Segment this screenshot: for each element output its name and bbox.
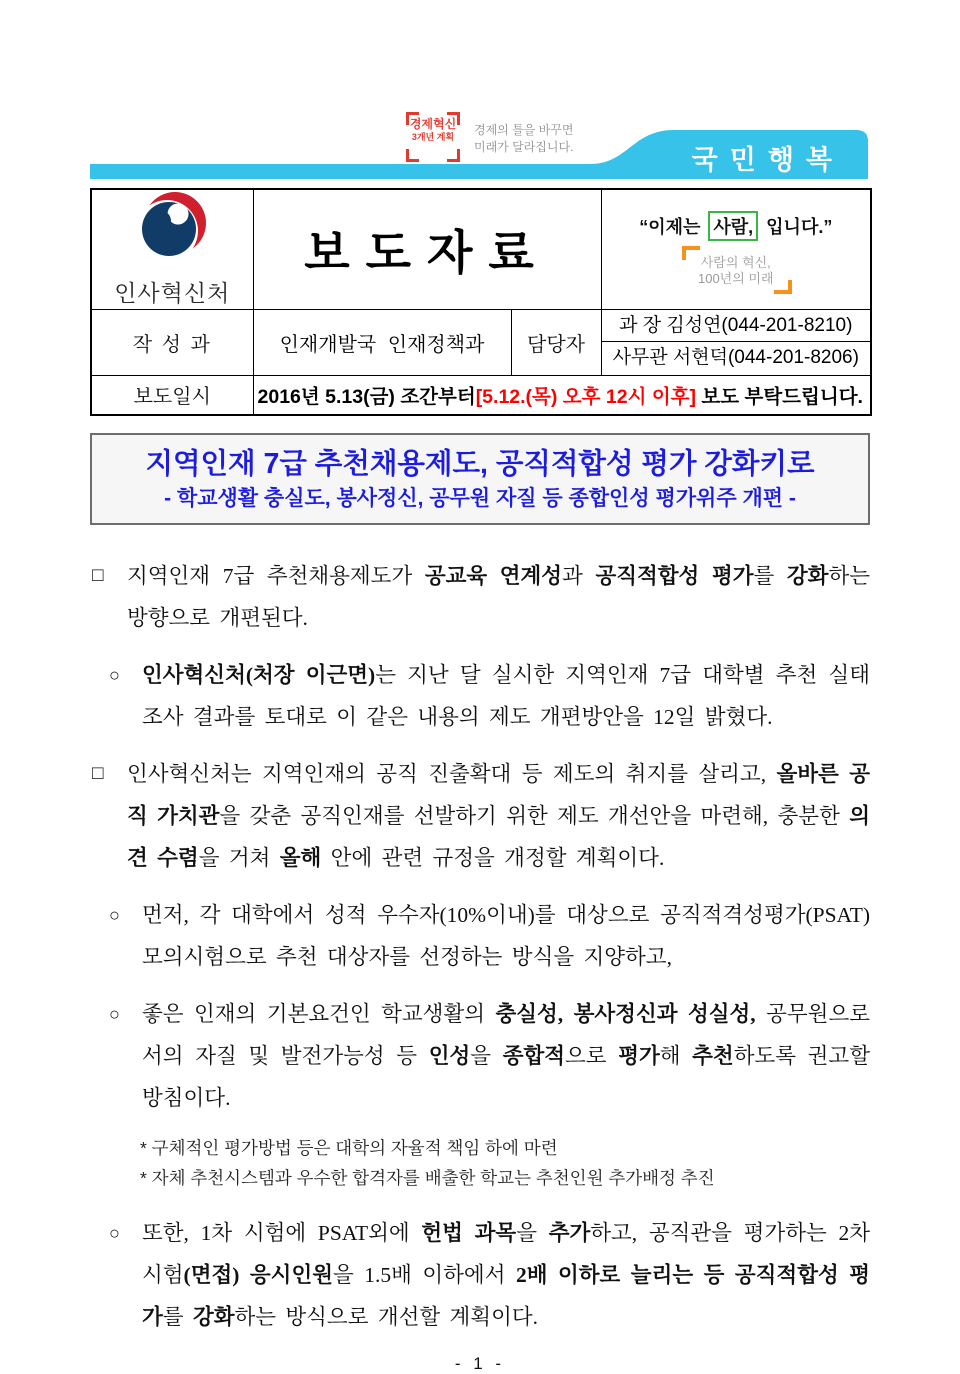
orange-bracket-icon — [774, 280, 792, 294]
body-paragraph: ○ 먼저, 각 대학에서 성적 우수자(10%이내)를 대상으로 공직적격성평가(PSAT) 모의시험으로 추천 대상자를 선정하는 방식을 지양하고, — [106, 894, 870, 978]
paragraph-bullet: ○ — [109, 1223, 120, 1243]
doc-type-cell — [253, 189, 601, 309]
slogan-line2: 미래가 달라집니다. — [474, 140, 574, 154]
body-paragraphs — [90, 555, 870, 1338]
agency-logo-cell — [91, 189, 253, 309]
quote-subtext — [698, 255, 774, 287]
quote-prefix: “이제는 — [639, 216, 701, 237]
footnote: * 구체적인 평가방법 등은 대학의 자율적 책임 하에 마련 — [140, 1138, 558, 1158]
quote-cell — [601, 189, 871, 309]
quote-highlight-box: 사람, — [708, 211, 758, 241]
page-number: - 1 - — [454, 1354, 506, 1373]
body-paragraph: ○ 인사혁신처(처장 이근면)는 지난 달 실시한 지역인재 7급 대학별 추천 실태조사 결과를 토대로 이 같은 내용의 제도 개편방안을 12일 밝혔다. — [106, 654, 870, 738]
happiness-banner — [90, 128, 870, 184]
footnote: * 자체 추천시스템과 우수한 합격자를 배출한 학교는 추천인원 추가배정 추진 — [140, 1168, 715, 1188]
quote-sub-line1: 사람의 혁신, — [700, 254, 771, 270]
quote-sub-line2: 100년의 미래 — [697, 270, 774, 286]
body-paragraph: ○ 좋은 인재의 기본요건인 학교생활의 충실성, 봉사정신과 성실성, 공무원으로서의 자질 및 발전가능성 등 인성을 종합적으로 평가해 추천하도록 권고할 방침이다. — [106, 993, 870, 1119]
paragraph-bullet: □ — [92, 565, 104, 586]
contact-list-cell — [601, 309, 871, 375]
contact-officer: 사무관 서현덕(044-201-8206) — [612, 347, 859, 368]
masthead-table — [90, 188, 872, 416]
body-paragraph: ○ 또한, 1차 시험에 PSAT외에 헌법 과목을 추가하고, 공직관을 평가하는 2차 시험(면접) 응시인원을 1.5배 이하에서 2배 이하로 늘리는 등 공직적합성 평가를 강화하는 방식으로 개선할 계획이다. — [106, 1212, 870, 1338]
doc-type-title: 보도자료 — [304, 225, 550, 279]
banner-label: 국민행복 — [691, 145, 844, 175]
headline-box — [90, 433, 870, 525]
agency-taegeuk-icon — [133, 190, 211, 266]
logo-text-line1: 경제혁신 — [409, 117, 457, 131]
release-label-cell: 보도일시 — [91, 375, 253, 415]
paragraph-bullet: □ — [92, 763, 104, 784]
paragraph-bullet: ○ — [109, 905, 120, 925]
body-paragraph: □ 인사혁신처는 지역인재의 공직 진출확대 등 제도의 취지를 살리고, 올바른 공직 가치관을 갖춘 공직인재를 선발하기 위한 제도 개선안을 마련해, 충분한 의견 수렴을 거쳐 올해 안에 관련 규정을 개정할 계획이다. — [90, 753, 870, 879]
headline-title: 지역인재 7급 추천채용제도, 공직적합성 평가 강화키로 — [145, 448, 815, 480]
agency-name: 인사혁신처 — [114, 280, 231, 307]
paragraph-bullet: ○ — [109, 1004, 120, 1024]
contact-label-cell: 담당자 — [511, 309, 601, 375]
body-paragraph: □ 지역인재 7급 추천채용제도가 공교육 연계성과 공직적합성 평가를 강화하는 방향으로 개편된다. — [90, 555, 870, 639]
headline-subtitle: - 학교생활 충실도, 봉사정신, 공무원 자질 등 종합인성 평가위주 개편 - — [164, 487, 796, 510]
orange-bracket-icon — [682, 246, 700, 260]
logo-text-line2: 3개년 계획 — [411, 132, 455, 142]
quote-line — [602, 211, 871, 241]
page-header — [90, 0, 870, 186]
contact-manager: 과 장 김성연(044-201-8210) — [602, 310, 871, 342]
slogan-line1: 경제의 틀을 바꾸면 — [474, 123, 574, 137]
dept-value-cell: 인재개발국 인재정책과 — [253, 309, 511, 375]
page-content — [90, 0, 870, 1374]
release-datetime-cell: 2016년 5.13(금) 조간부터[5.12.(목) 오후 12시 이후] 보도 부탁드립니다. — [253, 375, 871, 415]
quote-suffix: 입니다.” — [766, 216, 833, 237]
dept-label-cell: 작 성 과 — [91, 309, 253, 375]
paragraph-bullet: ○ — [109, 665, 120, 685]
